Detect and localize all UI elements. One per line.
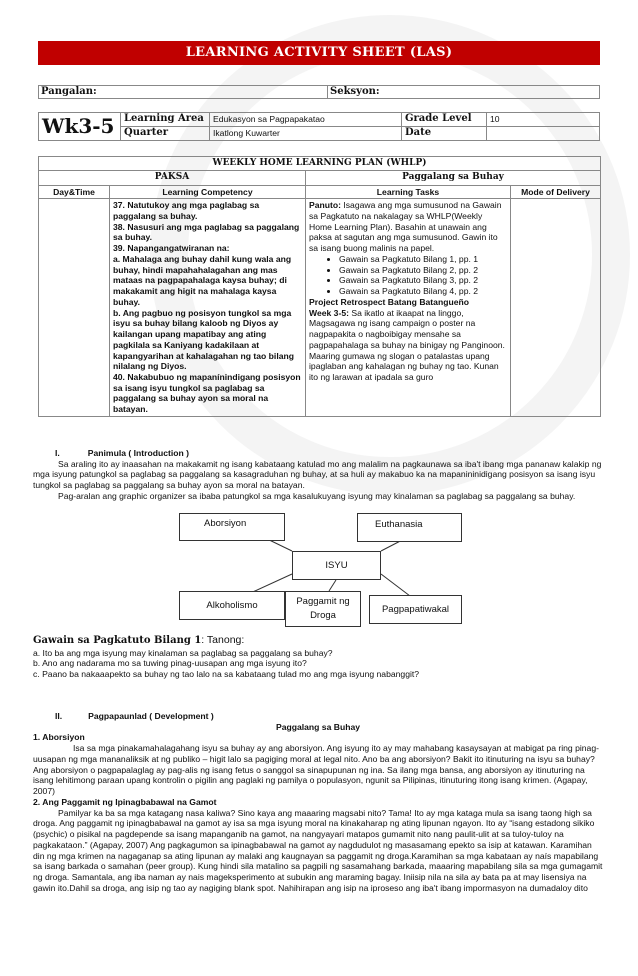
introduction-title: Panimula ( Introduction ) <box>87 448 189 458</box>
whlp-table <box>38 156 601 417</box>
issue-paggamit-ng-droga: Paggamit ng Droga <box>285 591 361 627</box>
development-title: Pagpapaunlad ( Development ) <box>88 711 214 721</box>
student-name-row <box>38 85 600 99</box>
grade-level-value: 10 <box>487 113 600 127</box>
week-task-text: Sa ikatlo at ikaapat na linggo, Magsagawa ng isang campaign o poster na nagpapakita o nagboibigay mensahe sa pagpapahalaga sa buhay na binigay ng Panginoon. Maaring gumawa ng slogan o patalastas upang ipaglaban ang kahalagan ng buhay ng tao. Kunan ito ng larawan at ipadala sa guro <box>309 307 505 382</box>
droga-heading: 2. Ang Paggamit ng Ipinagbabawal na Gamot <box>33 796 217 807</box>
gawain-1-section <box>33 634 603 680</box>
col-learning-tasks: Learning Tasks <box>306 185 511 199</box>
introduction-instruction: Pag-aralan ang graphic organizer sa ibaba patungkol sa mga kasalukuyang isyung may kinalaman sa paglabag sa paggalang sa buhay. <box>58 490 576 501</box>
introduction-number: I. <box>55 448 60 458</box>
development-subtitle: Paggalang sa Buhay <box>275 721 361 732</box>
learning-tasks-cell <box>306 199 511 417</box>
col-day-time: Day&Time <box>39 185 110 199</box>
date-label: Date <box>402 127 487 141</box>
issue-alkoholismo: Alkoholismo <box>179 591 285 620</box>
las-title-banner: LEARNING ACTIVITY SHEET (LAS) <box>38 41 600 65</box>
gawain-list-item: • Gawain sa Pagkatuto Bilang 4, pp. 2 <box>339 286 507 297</box>
gawain-list-item: • Gawain sa Pagkatuto Bilang 1, pp. 1 <box>339 254 507 265</box>
week-code: Wk3-5 <box>39 113 121 141</box>
quarter-value: Ikatlong Kuwarter <box>210 127 402 141</box>
competency-item: 37. Natutukoy ang mga paglabag sa paggalang sa buhay. <box>113 200 260 221</box>
mode-of-delivery-cell <box>511 199 601 417</box>
col-mode-of-delivery: Mode of Delivery <box>511 185 601 199</box>
learning-area-label: Learning Area <box>121 113 210 127</box>
droga-paragraph: Pamilyar ka ba sa mga katagang nasa kaliwa? Sino kaya ang maaaring magsabi nito? Tama! Ito ay mga kataga mula sa isang taong high sa droga. Ang paggamit ng ipinagbabawal na gamot ay isa sa mga isyung moral na kinakaharap ng ating lipunan ngayon. Ito ay “isang estadong sikiko (psychic) o pisikal na pagdepende sa isang mapanganib na gamot, na nangyayari matapos gumamit nito nang paulit-ulit at sa tuloy-tuloy na pagkakataon.” (Agapay, 2007) Ang pagkagumon sa ipinagbabawal na gamot ay nagdudulot ng masasamang epekto sa isip at katawan. Karamihan din ng mga krimen na nagaganap sa ating lipunan ay malaki ang kaugnayan sa paggamit ng droga.Karamihan sa mga kabataan ay naís mapabilang sa isang barkada o samahan (peer group). Kung hindi sila matalino sa pagpili ng sasamahang barkada, maaaring mapabilang sila sa mga gumagamit ng droga. Samantala, ang iba naman ay nais mageksperimento at subukin ang maraming bagay. Iniisip nila na sila ay bata pa at may lisensiya na gawin ito.Dahil sa droga, ang isip ng tao ay nagiging blank spot. Nahihirapan ang isip na iproseso ang iba't ibang impormasyon na dumadaloy dito <box>33 807 603 893</box>
section-label: Seksyon: <box>330 86 380 97</box>
gawain-list-item: • Gawain sa Pagkatuto Bilang 2, pp. 2 <box>339 265 507 276</box>
question-item: c. Paano ba nakaaapekto sa buhay ng tao lalo na sa kabataang tulad mo ang mga isyung nabanggit? <box>33 668 420 679</box>
panuto-label: Panuto: <box>309 200 341 211</box>
date-value <box>487 127 600 141</box>
development-section <box>33 711 603 893</box>
competency-item: 38. Nasusuri ang mga paglabag sa paggalang sa buhay. <box>113 221 300 243</box>
development-number: II. <box>55 711 63 721</box>
name-label: Pangalan: <box>39 86 328 98</box>
week-info-table <box>38 112 600 141</box>
connector-line <box>329 580 336 591</box>
introduction-paragraph: Sa araling ito ay inaasahan na makakamit ng isang kabataang katulad mo ang malalim na pagkaunawa sa iba't ibang mga pananaw kalakip ng mga isyung patungkol sa paglabag sa paggalang sa kasagraduhan ng buhay, at sa huli ay makabuo ka na mapanininidigang posisyon sa isang isyu tungkol sa paglabag sa paggalang sa buhay ayon sa moral na batayan. <box>33 458 602 491</box>
learning-area-value: Edukasyon sa Pagpapakatao <box>210 113 402 127</box>
week-task-paragraph <box>309 308 507 383</box>
paksa-value: Paggalang sa Buhay <box>306 171 601 185</box>
competency-item: a. Mahalaga ang buhay dahil kung wala ang buhay, hindi mapahahalagahan ang mas mataas na pagpapahalaga kaysa buhay; di makakamit ang higit na mahalaga kaysa buhay. <box>113 253 292 307</box>
col-learning-competency: Learning Competency <box>110 185 306 199</box>
question-item: b. Ano ang nadarama mo sa tuwing pinag-uusapan ang mga isyung ito? <box>33 658 307 669</box>
gawain-list-item: • Gawain sa Pagkatuto Bilang 3, pp. 2 <box>339 275 507 286</box>
competency-item: b. Ang pagbuo ng posisyon tungkol sa mga isyu sa buhay bilang kaloob ng Diyos ay kailangan upang mapatibay ang ating pagkilala sa Kaniyang kadakilaan at kapangyarihan at kahalagahan ng tao bilang nilalang ng Diyos. <box>113 307 294 372</box>
issue-aborsiyon: Aborsiyon <box>179 513 285 541</box>
competency-item: 39. Napangangatwiranan na: <box>113 243 230 254</box>
panuto-paragraph <box>309 200 507 254</box>
issue-pagpapatiwakal: Pagpapatiwakal <box>369 595 462 624</box>
gawain-1-heading <box>33 634 603 648</box>
development-heading <box>33 711 603 722</box>
aborsiyon-heading: 1. Aborsiyon <box>33 732 85 743</box>
competency-cell <box>110 199 306 417</box>
quarter-label: Quarter <box>121 127 210 141</box>
competency-item: 40. Nakabubuo ng mapanínindigang posisyon sa isang isyu tungkol sa paglabag sa paggalang sa buhay ayon sa moral na batayan. <box>113 371 301 415</box>
question-item: a. Ito ba ang mga isyung may kinalaman sa paglabag sa paggalang sa buhay? <box>33 647 333 658</box>
issue-euthanasia: Euthanasia <box>357 513 462 542</box>
connector-line <box>381 574 410 596</box>
week-task-label: Week 3-5: <box>309 307 349 318</box>
project-title: Project Retrospect Batang Batangueño <box>309 296 469 307</box>
center-isyu: ISYU <box>292 551 381 580</box>
paksa-label: PAKSA <box>39 171 306 185</box>
gawain-1-suffix: : Tanong: <box>201 634 245 646</box>
whlp-title: WEEKLY HOME LEARNING PLAN (WHLP) <box>39 157 601 171</box>
introduction-heading <box>33 448 603 459</box>
aborsiyon-paragraph: Isa sa mga pinakamahalagahang isyu sa buhay ay ang aborsiyon. Ang isyung ito ay may mahabang kasaysayan at mabigat pa ring pinag-uusapan ng mga mananaliksik at ng publiko – higit lalo sa pagiging moral at legal nito. Ano ba ang aborsiyon? Bakit ito itinuturing na isyu sa buhay? Ang aborsiyon o pagpapalaglag ay pag-alis ng isang fetus o sanggol sa sinapupunan ng ina. Sa ilang mga bansa, ang aborsiyon ay itinuturing na isang lehitimong paraan upang kontrolin o pigilin ang paglaki ng pamilya o populasyon, ngunit sa Pilipinas, itinuturing itong isang krimen. (Agapay, 2007) <box>33 743 599 797</box>
gawain-list <box>309 254 507 297</box>
introduction-section <box>33 448 603 502</box>
panuto-text: Isagawa ang mga sumusunod na Gawain sa Pagkatuto na nakalagay sa WHLP(Weekly Home Learning Plan). Basahin at unawain ang paksa at sagutan ang mga sumusunod. Gawin ito sa isang buong malinis na papel. <box>309 200 502 254</box>
graphic-organizer <box>0 510 638 630</box>
grade-level-label: Grade Level <box>402 113 487 127</box>
gawain-1-title: Gawain sa Pagkatuto Bilang 1 <box>33 635 202 646</box>
day-time-cell <box>39 199 110 417</box>
